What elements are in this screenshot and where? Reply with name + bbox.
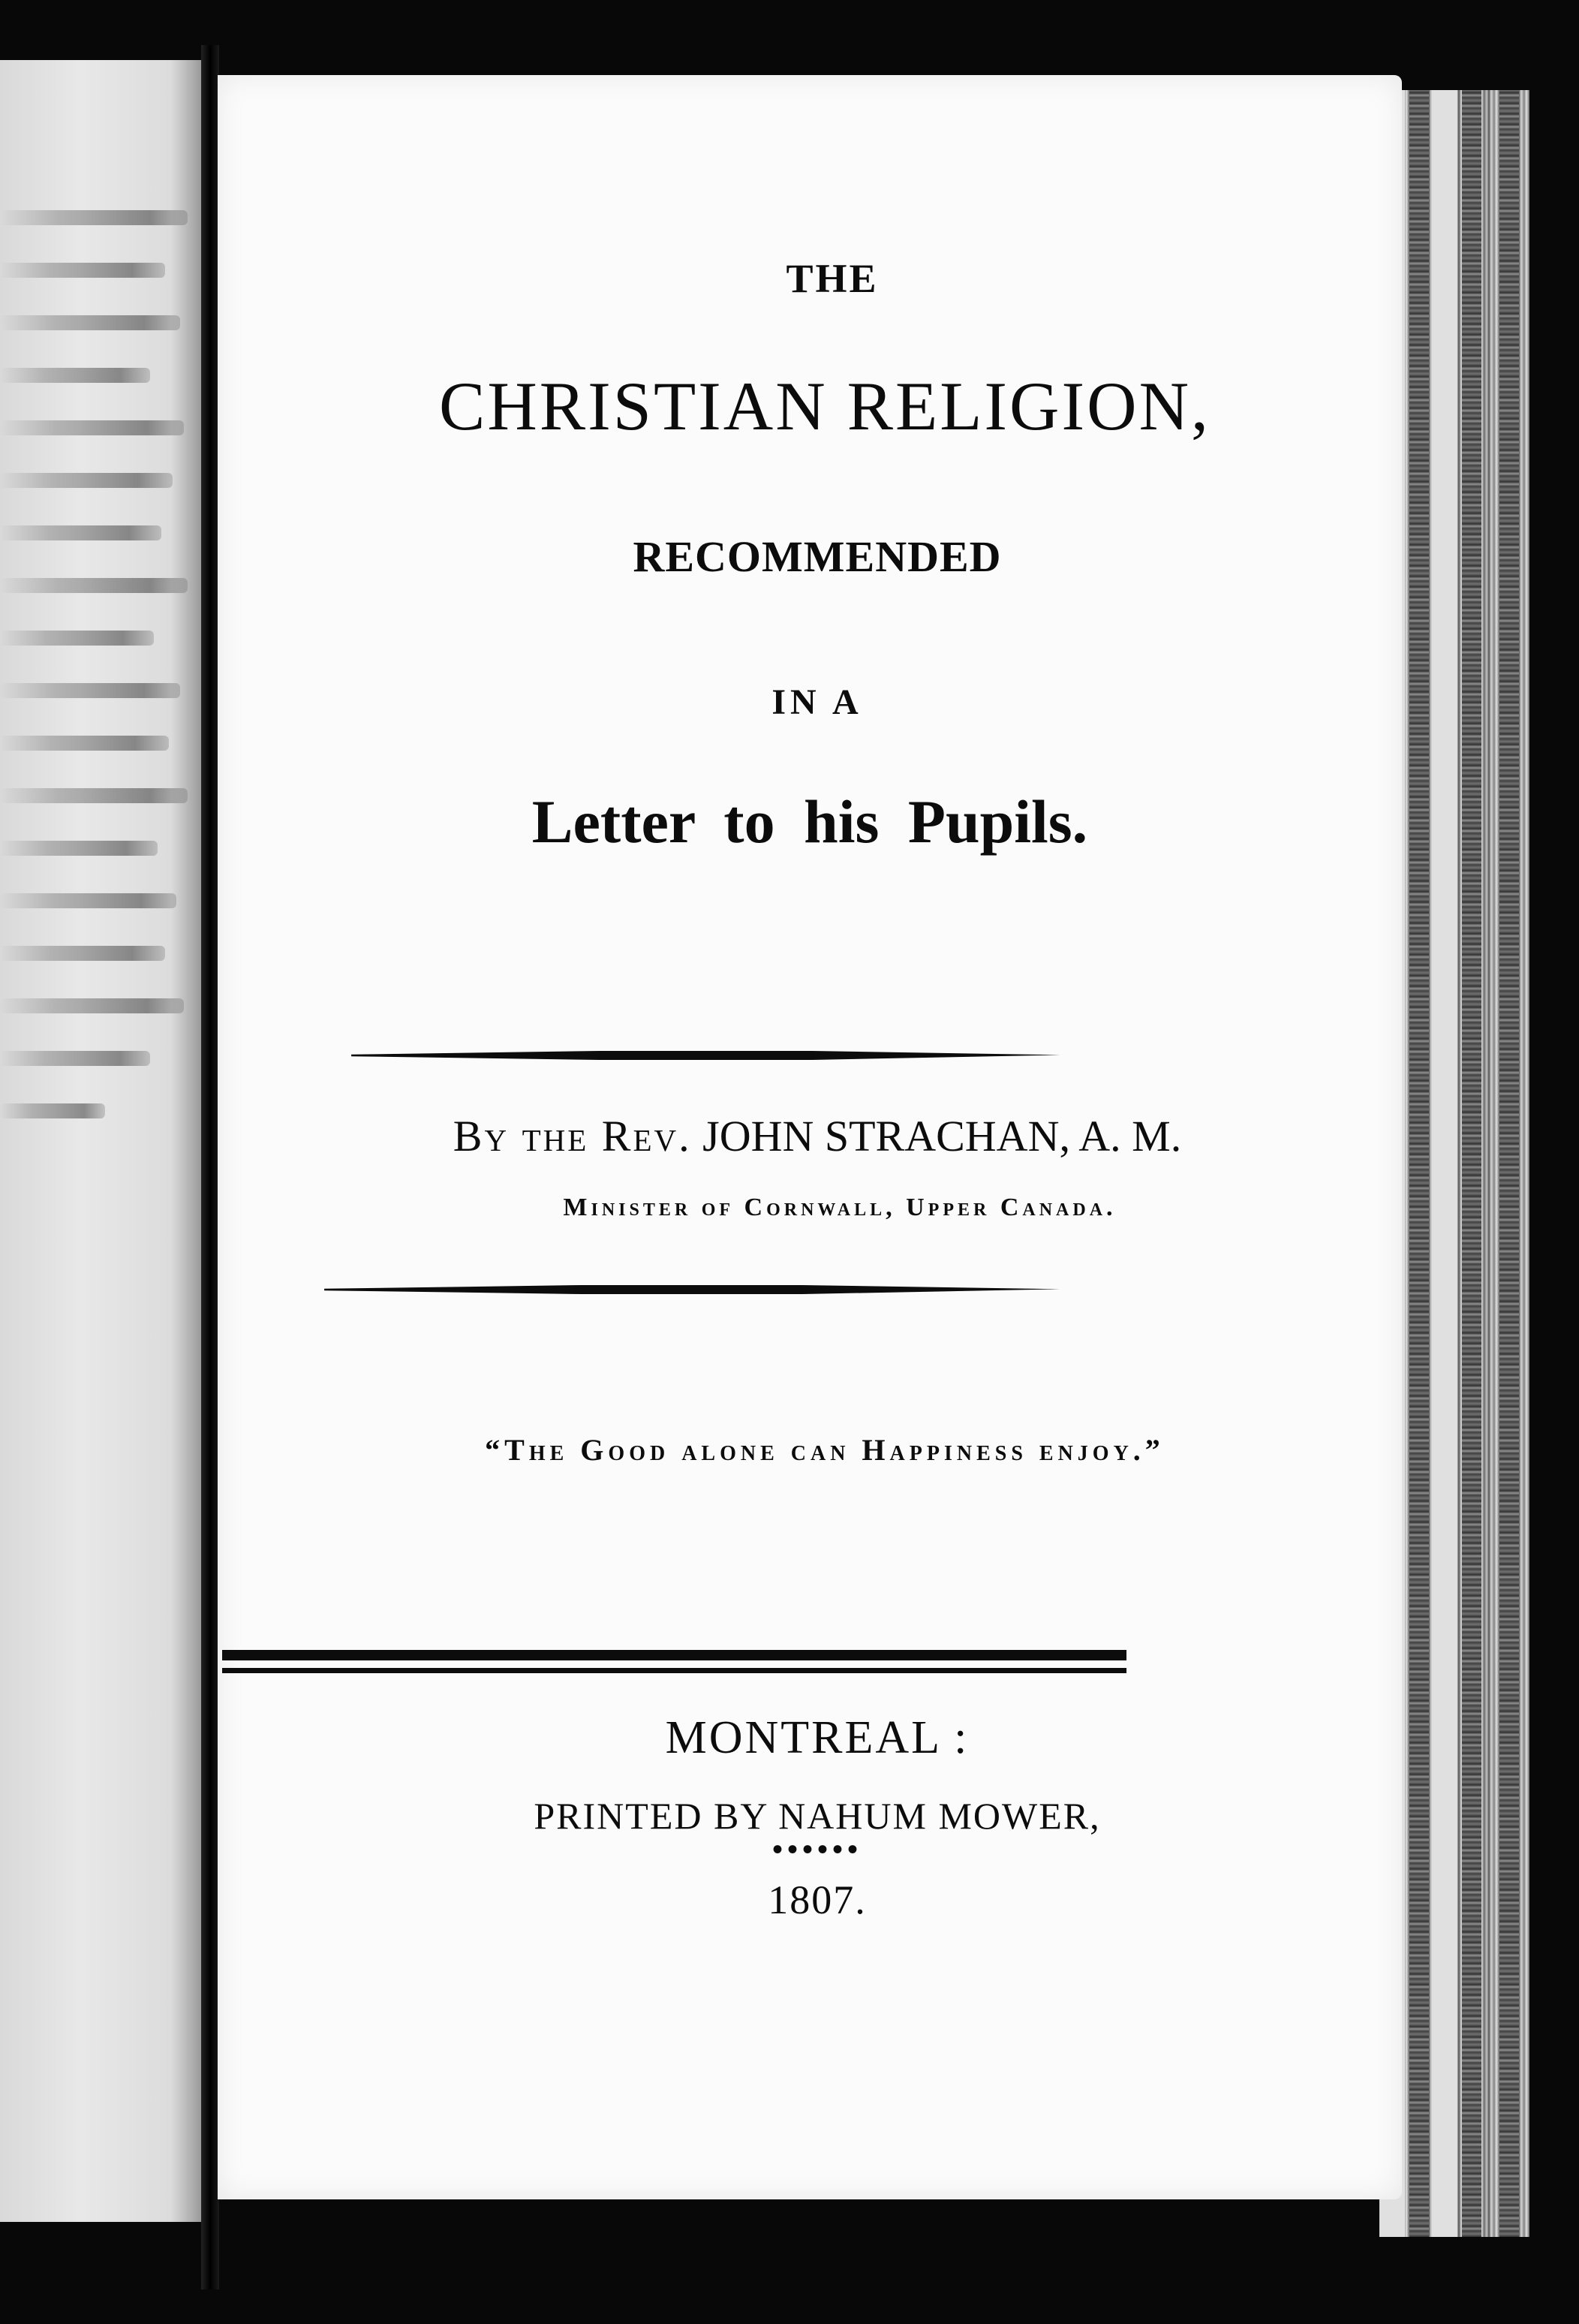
faded-text-line <box>0 525 161 540</box>
title-article: THE <box>786 256 879 301</box>
page-edge-shadow <box>1462 90 1481 2237</box>
tapered-rule <box>324 1285 1060 1294</box>
faded-text-line <box>0 368 150 383</box>
double-rule-thick <box>222 1650 1126 1660</box>
faded-text-line <box>0 315 180 330</box>
faded-text-line <box>0 1103 105 1118</box>
faded-text-line <box>0 473 173 488</box>
faded-text-line <box>0 788 188 803</box>
imprint-printer: PRINTED BY NAHUM MOWER, <box>534 1795 1101 1837</box>
subtitle: Letter to his Pupils. <box>531 787 1088 856</box>
main-title: CHRISTIAN RELIGION, <box>438 368 1211 444</box>
facing-page-left <box>0 60 201 2222</box>
author-line <box>218 1111 1409 1161</box>
page-edge-shadow <box>1499 90 1519 2237</box>
author-position: Minister of Cornwall, Upper Canada. <box>563 1194 1117 1221</box>
faded-text-line <box>0 683 180 698</box>
faded-text-line <box>0 946 165 961</box>
faded-text-line <box>0 420 184 435</box>
faded-text-line <box>0 631 154 646</box>
faded-text-line <box>0 578 188 593</box>
title-in-a: IN A <box>771 682 863 722</box>
ornament-dots: •••••• <box>771 1832 863 1866</box>
title-recommended: RECOMMENDED <box>633 532 1002 581</box>
faded-text-line <box>0 1051 150 1066</box>
faded-text-line <box>0 841 158 856</box>
faded-text-line <box>0 998 184 1013</box>
epigraph: “The Good alone can Happiness enjoy.” <box>485 1433 1165 1467</box>
faded-text-line <box>0 210 188 225</box>
page-edge-highlight <box>1432 90 1457 2237</box>
book-gutter <box>201 45 219 2289</box>
imprint-place: MONTREAL : <box>665 1712 970 1763</box>
author-prefix: By the Rev. <box>453 1112 692 1160</box>
faded-text-line <box>0 736 169 751</box>
faded-text-line <box>0 263 165 278</box>
tapered-rule <box>351 1051 1060 1060</box>
faded-text-line <box>0 893 176 908</box>
imprint-year: 1807. <box>768 1877 867 1922</box>
double-rule-thin <box>222 1668 1126 1673</box>
author-name: JOHN STRACHAN, A. M. <box>702 1112 1182 1160</box>
title-page <box>218 75 1402 2199</box>
